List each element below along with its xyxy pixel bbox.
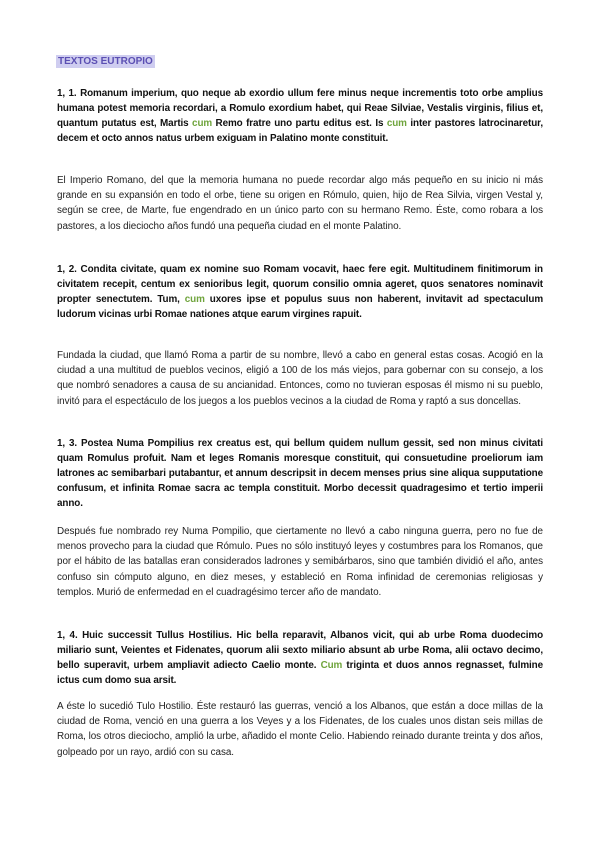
highlighted-word: cum (192, 118, 213, 129)
spanish-translation-1-1: El Imperio Romano, del que la memoria humana no puede recordar algo más pequeño en su inicio ni más grande en su expansión en todo el orbe, tiene su origen en Rómulo, quien, hijo de Rea Silvia, virgen Vestal y, según se cree, de Marte, fue engendrado en un único parto con su hermano Remo. Éste, como robara a los pastores, a los dieciocho años fundó una pequeña ciudad en el monte Palatino. (57, 175, 543, 232)
highlighted-word: cum (184, 294, 205, 305)
latin-paragraph-1-3: 1, 3. Postea Numa Pompilius rex creatus est, qui bellum quidem nullum gessit, sed non minus civitati quam Romulus profuit. Nam et leges Romanis moresque constituit, qui consuetudine proeliorum iam latrones ac semibarbari putabantur, et annum descripsit in decem menses prius sine aliqua supputatione confusum, et infinita Romae sacra ac templa constituit. Morbo decessit quadragesimo et tertio imperii anno. (57, 438, 543, 509)
highlighted-word: Cum (320, 660, 343, 671)
latin-paragraph-1-1: 1, 1. Romanum imperium, quo neque ab exordio ullum fere minus neque incrementis toto orbe amplius humana potest memoria recordari, a Romulo exordium habet, qui Reae Silviae, Vestalis virginis, filius et, quantum putatus est, Martis cum Remo fratre uno partu editus est. Is cum inter pastores latrocinaretur, decem et octo annos natus urbem exiguam in Palatino monte constituit. (57, 88, 543, 144)
document-title: TEXTOS EUTROPIO (58, 56, 153, 67)
highlighted-word: cum (386, 118, 407, 129)
spanish-translation-1-3: Después fue nombrado rey Numa Pompilio, que ciertamente no llevó a cabo ninguna guerra, pero no fue de menos provecho para la ciudad que Rómulo. Pues no sólo instituyó leyes y costumbres para los Romanos, que por el hábito de las batallas eran considerados ladrones y semibárbaros, sino que también dividió el año, antes confuso sin cómputo alguno, en diez meses, y estableció en Roma infinidad de ceremonias religiosas y templos. Murió de enfermedad en el cuadragésimo tercer año de mandato. (57, 526, 543, 598)
latin-paragraph-1-2: 1, 2. Condita civitate, quam ex nomine suo Romam vocavit, haec fere egit. Multitudinem finitimorum in civitatem recepit, centum ex senioribus legit, quorum consilio omnia ageret, quos senatores nominavit propter senectutem. Tum, cum uxores ipse et populus suus non haberent, invitavit ad spectaculum ludorum vicinas urbi Romae nationes atque earum virgines rapuit. (57, 264, 543, 320)
spanish-translation-1-2: Fundada la ciudad, que llamó Roma a partir de su nombre, llevó a cabo en general estas cosas. Acogió en la ciudad a una multitud de pueblos vecinos, eligió a 100 de los más viejos, para gobernar con su consejo, a los que nombró senadores a causa de su ancianidad. Entonces, como no tuvieran esposas él mismo ni su pueblo, invitó para el espectáculo de los juegos a los pueblos vecinos a la ciudad de Roma y raptó a sus doncellas. (57, 350, 543, 407)
latin-paragraph-1-4: 1, 4. Huic successit Tullus Hostilius. Hic bella reparavit, Albanos vicit, qui ab urbe Roma duodecimo miliario sunt, Veientes et Fidenates, quorum alii sexto miliario absunt ab urbe Roma, alii octavo decimo, bello superavit, urbem ampliavit adiecto Caelio monte. Cum triginta et duos annos regnasset, fulmine ictus cum domo sua arsit. (57, 630, 544, 686)
spanish-translation-1-4: A éste lo sucedió Tulo Hostilio. Éste restauró las guerras, venció a los Albanos, que están a doce millas de la ciudad de Roma, venció en una guerra a los Veyes y a los Fidenates, de los cuales unos distan seis millas de Roma, los otros dieciocho, amplió la urbe, añadido el monte Celio. Habiendo reinado durante treinta y dos años, golpeado por un rayo, ardió con su casa. (57, 701, 543, 758)
